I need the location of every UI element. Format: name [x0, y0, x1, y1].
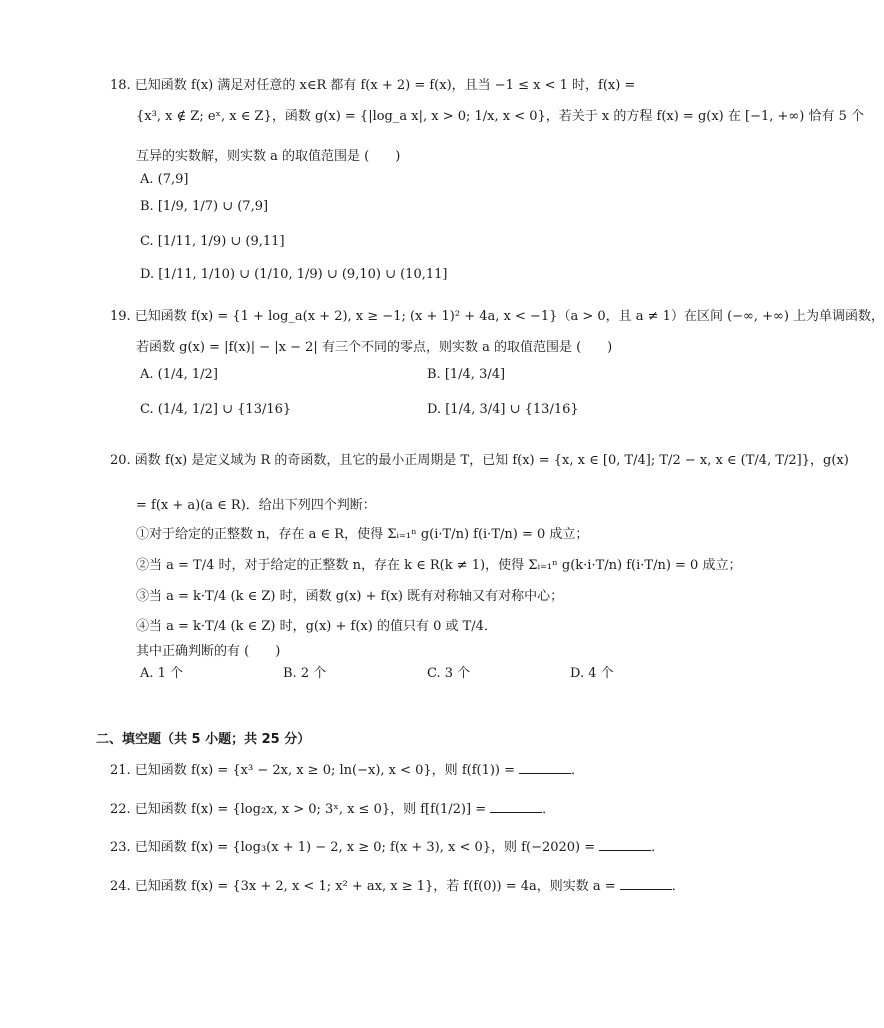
- q18-option-d: D. [1/11, 1/10) ∪ (1/10, 1/9) ∪ (9,10) ∪ (10,11]: [140, 267, 448, 282]
- q19-option-b: B. [1/4, 3/4]: [427, 367, 506, 382]
- q19-option-c: C. (1/4, 1/2] ∪ {13/16}: [140, 402, 292, 417]
- q23-period: ．: [651, 840, 665, 855]
- q24-answer-blank[interactable]: [620, 877, 672, 890]
- q20-option-c: C. 3 个: [427, 666, 471, 681]
- section-heading-fill-in: 二、填空题（共 5 小题；共 25 分）: [96, 732, 311, 747]
- q20-line1: 20. 函数 f(x) 是定义域为 R 的奇函数，且它的最小正周期是 T，已知 f(x) = {x, x ∈ [0, T/4]; T/2 − x, x ∈ (T/4, T/2]}，g(x): [110, 453, 849, 468]
- q21-line: [110, 761, 584, 780]
- q24-line: [110, 877, 685, 896]
- q20-line3: 其中正确判断的有 ( ): [136, 644, 281, 659]
- q21-period: ．: [571, 763, 585, 778]
- q19-option-a: A. (1/4, 1/2]: [140, 367, 218, 382]
- q23-line: [110, 838, 664, 857]
- q24-period: ．: [671, 879, 685, 894]
- q18-line1: 18. 已知函数 f(x) 满足对任意的 x∈R 都有 f(x + 2) = f(x)，且当 −1 ≤ x < 1 时，f(x) =: [110, 78, 636, 93]
- q23-text: 23. 已知函数 f(x) = {log₃(x + 1) − 2, x ≥ 0; f(x + 3), x < 0}，则 f(−2020) =: [110, 840, 596, 855]
- q19-line2: 若函数 g(x) = |f(x)| − |x − 2| 有三个不同的零点，则实数 a 的取值范围是 ( ): [136, 340, 613, 355]
- q21-text: 21. 已知函数 f(x) = {x³ − 2x, x ≥ 0; ln(−x), x < 0}，则 f(f(1)) =: [110, 763, 516, 778]
- q24-text: 24. 已知函数 f(x) = {3x + 2, x < 1; x² + ax, x ≥ 1}，若 f(f(0)) = 4a，则实数 a =: [110, 879, 616, 894]
- q21-answer-blank[interactable]: [519, 761, 571, 774]
- q22-period: ．: [542, 802, 556, 817]
- q18-line2: {x³, x ∉ Z; eˣ, x ∈ Z}，函数 g(x) = {|log_a x|, x > 0; 1/x, x < 0}，若关于 x 的方程 f(x) = g(x) 在 [−1, +∞) 恰有 5 个: [136, 109, 864, 124]
- q20-option-a: A. 1 个: [140, 666, 184, 681]
- q18-option-b: B. [1/9, 1/7) ∪ (7,9]: [140, 199, 269, 214]
- q19-line1: 19. 已知函数 f(x) = {1 + log_a(x + 2), x ≥ −1; (x + 1)² + 4a, x < −1}（a > 0，且 a ≠ 1）在区间 (−∞, +∞) 上为单调函数，: [110, 309, 884, 324]
- q20-option-d: D. 4 个: [570, 666, 614, 681]
- q20-statement-1: ①对于给定的正整数 n，存在 a ∈ R，使得 Σᵢ₌₁ⁿ g(i·T/n) f(i·T/n) = 0 成立；: [136, 527, 589, 542]
- q22-line: [110, 800, 555, 819]
- q20-statement-2: ②当 a = T/4 时，对于给定的正整数 n，存在 k ∈ R(k ≠ 1)，使得 Σᵢ₌₁ⁿ g(k·i·T/n) f(i·T/n) = 0 成立；: [136, 558, 742, 573]
- q19-option-d: D. [1/4, 3/4] ∪ {13/16}: [427, 402, 579, 417]
- q22-answer-blank[interactable]: [490, 800, 542, 813]
- q20-statement-4: ④当 a = k·T/4 (k ∈ Z) 时，g(x) + f(x) 的值只有 0 或 T/4．: [136, 619, 497, 634]
- q20-line2: = f(x + a)(a ∈ R)．给出下列四个判断：: [136, 498, 376, 513]
- q20-statement-3: ③当 a = k·T/4 (k ∈ Z) 时，函数 g(x) + f(x) 既有对称轴又有对称中心；: [136, 589, 564, 604]
- q18-line3: 互异的实数解，则实数 a 的取值范围是 ( ): [136, 149, 401, 164]
- q18-option-a: A. (7,9]: [140, 172, 189, 187]
- q22-text: 22. 已知函数 f(x) = {log₂x, x > 0; 3ˣ, x ≤ 0}，则 f[f(1/2)] =: [110, 802, 487, 817]
- q20-option-b: B. 2 个: [283, 666, 327, 681]
- q18-option-c: C. [1/11, 1/9) ∪ (9,11]: [140, 234, 285, 249]
- q23-answer-blank[interactable]: [599, 838, 651, 851]
